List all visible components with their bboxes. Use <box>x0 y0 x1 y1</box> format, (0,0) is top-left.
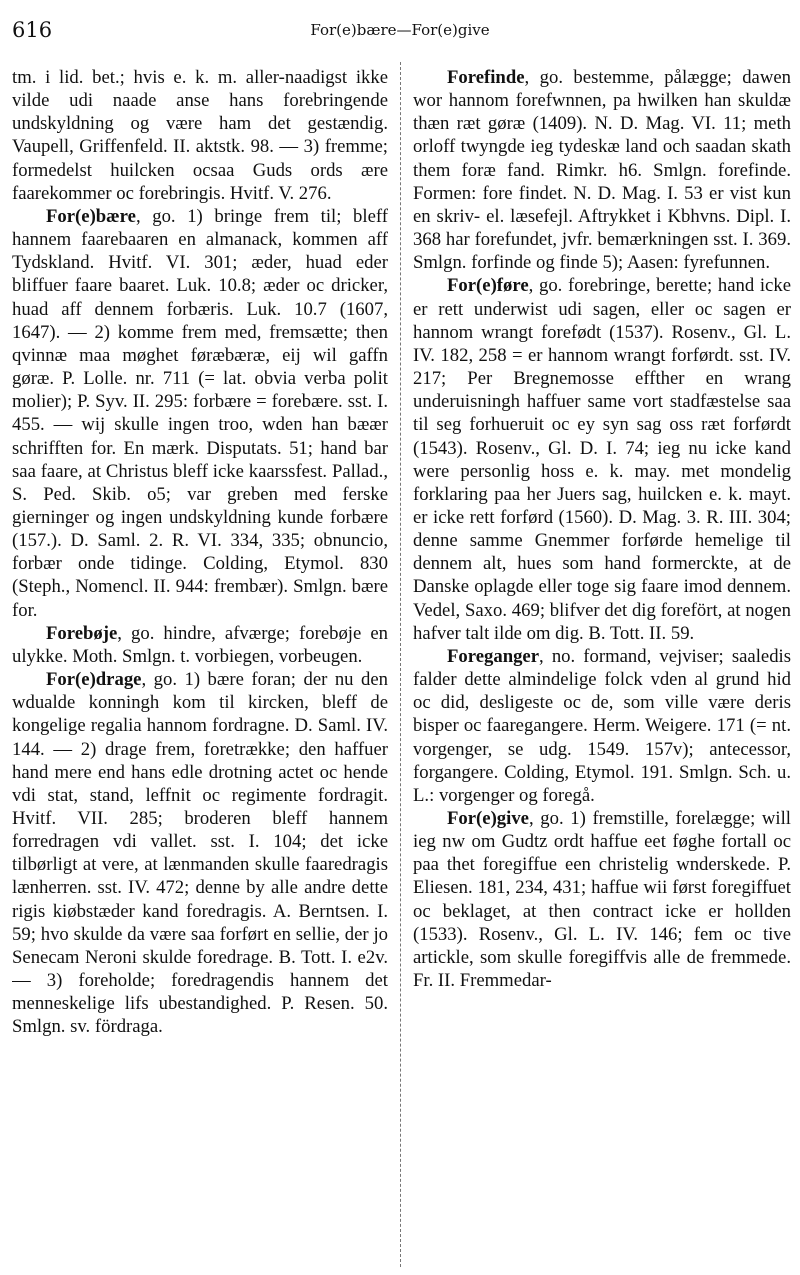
right-column <box>413 66 791 1266</box>
dictionary-entry <box>413 274 791 645</box>
entry-text: , go. 1) bringe frem til; bleff hannem faarebaaren en almanack, kommen aff Tydskland. Hvitf. VI. 301; æder, huad eder bliffuer faare baaret. Luk. 10.8; æder oc dricker, huad aff dennem forbæris. Luk. 10.7 (1607, 1647). — 2) komme frem med, fremsætte; then qvinnæ maa møghet føræbæræ, eij wil gaffn gøræ. P. Lolle. nr. 711 (= lat. obvia verba polit molier); P. Syv. II. 295: forbære = forebære. sst. I. 455. — wij skulle ingen troo, wden han bæær schrifften for. En mærk. Disputats. 51; hand bar saa faare, at Christus bleff icke kaarssfest. Pallad., S. Ped. Skib. o5; var greben med ferske gierninger og ingen undskyldning kunde forbære (157.). D. Saml. 2. R. VI. 334, 335; obnuncio, forbær onde tidinge. Colding, Etymol. 830 (Steph., Nomencl. II. 944: frembær). Smlgn. bære for. <box>12 205 388 621</box>
dictionary-entry <box>413 645 791 807</box>
entry-text: , go. 1) bære foran; der nu den wdualde konningh kom til kircken, bleff de kongelige regalia hannom fordragne. D. Saml. IV. 144. — 2) drage frem, foretrække; den haffuer hand mere end hans edle drotning actet oc hende vdi stat, stand, leffnit oc regimente fordragit. Hvitf. VII. 285; broderen bleff hannem forredragen vdi vallet. sst. I. 104; det icke tilbørligt at vere, at lænmanden skulle faaredragis lænherren. sst. IV. 472; denne by alle andre dette rigis kiøbstæder kand foredragis. A. Berntsen. I. 59; hvo skulde da være saa forført en sellie, der jo Senecam Neroni skulde foredrage. B. Tott. I. e2v. — 3) foreholde; foredragendis hannem det menneskelige lifs ubestandighed. P. Resen. 50. Smlgn. sv. fördraga. <box>12 669 388 1038</box>
entry-headword: For(e)føre <box>447 275 529 297</box>
dictionary-entry <box>12 622 388 668</box>
dictionary-entry <box>12 668 388 1039</box>
entry-text: , no. formand, vejviser; saaledis falder dette almindelige folck vden al grund hid oc did, desligeste oc de, som ville være deris bisper oc faaregangere. Herm. Weigere. 171 (= nt. vorgenger, se udg. 1549. 157v); antecessor, forgangere. Colding, Etymol. 191. Smlgn. Sch. u. L.: vorgenger og foregå. <box>413 645 791 806</box>
entry-headword: For(e)drage <box>46 669 142 691</box>
dictionary-entry <box>12 205 388 622</box>
entry-text: , go. forebringe, berette; hand icke er rett underwist udi sagen, eller oc sagen er hannom wrangt forefødt (1537). Rosenv., Gl. L. IV. 182, 258 = er hannom wrangt forførdt. sst. IV. 217; Per Bregnemosse effther en wrang underuisningh haffuer same vort stadfæstelse saa til seg forhueruit oc ey syn sag oss ræt forførdt (1543). Rosenv., Gl. D. I. 74; ieg nu icke kand were personlig hoss e. k. may. met mondelig forklaring paa her Juers sag, huilcken e. k. mayt. er icke rett forførd (1560). D. Mag. 3. R. III. 304; denne samme Gnemmer forførde hemelige til dennem alt, hues som hand formerckte, at de Danske oplagde eller toge sig faare imod dennem. Vedel, Saxo. 469; blifver det dig forefört, at nogen hafver talt ilde om dig. B. Tott. II. 59. <box>413 275 791 644</box>
entry-headword: Forebøje <box>46 622 118 644</box>
page-header <box>0 18 800 48</box>
entry-text: , go. bestemme, pålægge; dawen wor hannom forefwnnen, pa hwilken han skuldæ thæn ræt gøræ (1409). N. D. Mag. VI. 11; meth orloff twyngde ieg tydeskæ land och saadan skath them foræ fand. Rimkr. h6. Smlgn. forefinde. Formen: fore findet. N. D. Mag. I. 53 er vist kun en skriv- el. læsefejl. Aftrykket i Kbhvns. Dipl. I. 368 har forefundet, jvfr. bemærkningen sst. I. 369. Smlgn. forfinde og finde 5); Aasen: fyrefunnen. <box>413 67 791 274</box>
entry-text: tm. i lid. bet.; hvis e. k. m. aller-naadigst ikke vilde udi naade anse hans forebringende undskyldning og være ham det gestændig. Vaupell, Griffenfeld. II. aktstk. 98. — 3) fremme; formedelst huilcken ocsaa Guds ords ære faarekommer oc forebringis. Hvitf. V. 276. <box>12 67 388 204</box>
entry-headword: Forefinde <box>447 67 525 88</box>
page-number: 616 <box>12 18 53 42</box>
running-head: For(e)bære—For(e)give <box>310 21 490 39</box>
entry-text: , go. 1) fremstille, forelægge; will ieg nw om Gudtz ordt haffue eet føghe fortall oc paa thet foregiffue een christelig wnderskede. P. Eliesen. 181, 234, 431; haffue wii først foregiffuet oc beklaget, at then contract icke er hollden (1533). Rosenv., Gl. L. IV. 146; fem oc tive artickle, som skulle foregiffvis alle de fremmede. Fr. II. Fremmedar- <box>413 808 791 992</box>
column-divider <box>400 62 401 1267</box>
entry-text: , go. hindre, afværge; forebøje en ulykke. Moth. Smlgn. t. vorbiegen, vorbeugen. <box>12 622 388 667</box>
dictionary-entry <box>413 807 791 992</box>
entry-headword: For(e)give <box>447 808 529 829</box>
dictionary-entry <box>413 66 791 274</box>
entry-headword: For(e)bære <box>46 205 136 227</box>
dictionary-entry <box>12 66 388 205</box>
left-column <box>12 66 388 1266</box>
entry-headword: Foreganger <box>447 645 540 667</box>
